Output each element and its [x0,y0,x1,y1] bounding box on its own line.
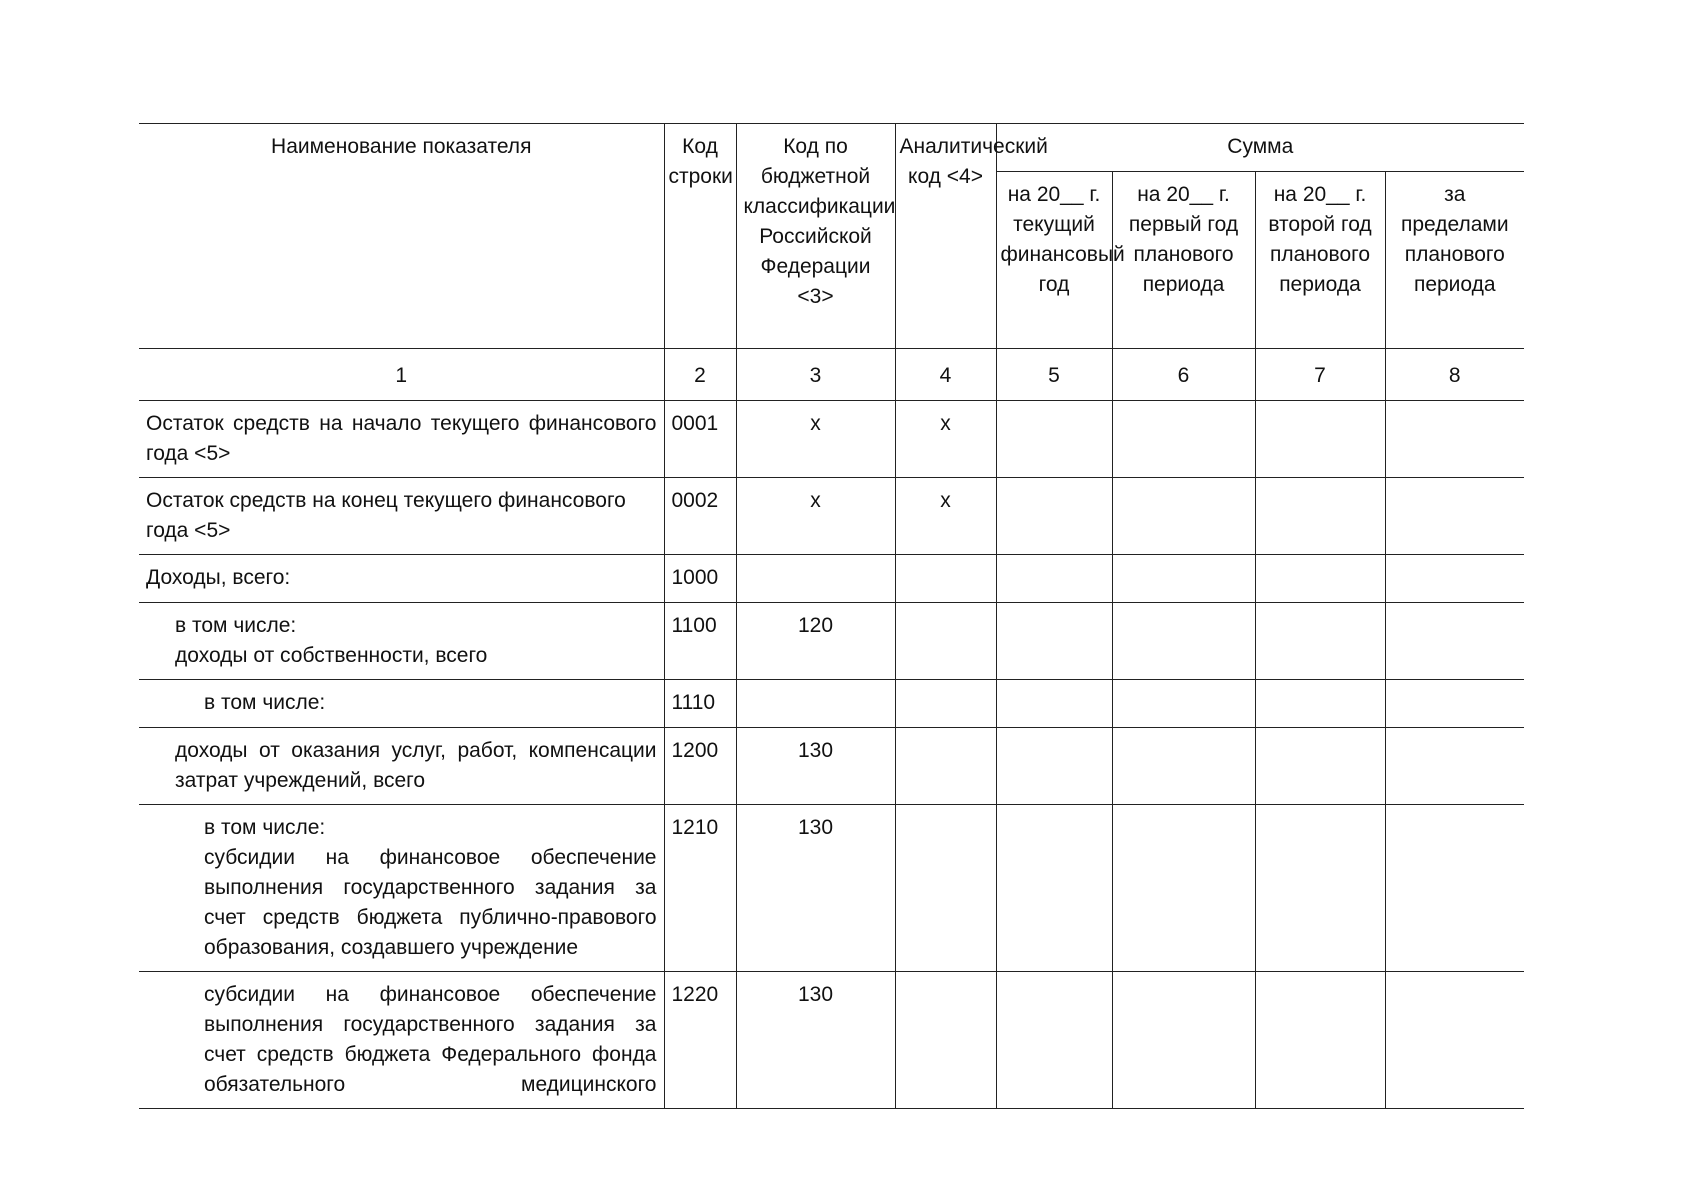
sum-cell [996,401,1112,478]
row-bk-code: 120 [736,603,895,680]
sum-cell [1255,603,1385,680]
sum-cell [1255,555,1385,603]
row-name: Остаток средств на конец текущего финансового года <5> [139,478,664,555]
column-numbers-row [139,349,1524,401]
row-code: 1200 [664,728,736,805]
row-analytic-code [895,728,996,805]
sum-cell [1385,478,1524,555]
sum-cell [1385,805,1524,972]
column-number: 4 [895,349,996,401]
column-number: 8 [1385,349,1524,401]
sum-cell [996,728,1112,805]
header-bk-code: Код по бюджетной классификации Российской Федерации <3> [736,124,895,349]
sum-cell [1112,478,1255,555]
sum-cell [1112,972,1255,1109]
row-code: 0001 [664,401,736,478]
row-bk-code: 130 [736,972,895,1109]
table-row [139,603,1524,680]
table-row [139,805,1524,972]
row-bk-code [736,680,895,728]
row-bk-code: x [736,401,895,478]
header-analytic-code: Аналитический код <4> [895,124,996,349]
header-code-line: Код строки [664,124,736,349]
row-name: Доходы, всего: [139,555,664,603]
sum-cell [1255,728,1385,805]
row-analytic-code: x [895,478,996,555]
table-row [139,478,1524,555]
row-bk-code: 130 [736,805,895,972]
row-code: 1110 [664,680,736,728]
row-analytic-code [895,680,996,728]
row-name-line: доходы от собственности, всего [175,644,488,667]
table-row [139,555,1524,603]
row-code: 0002 [664,478,736,555]
header-sum-current-year: на 20__ г. текущий финансовый год [996,172,1112,349]
row-code: 1220 [664,972,736,1109]
row-analytic-code [895,603,996,680]
column-number: 2 [664,349,736,401]
row-analytic-code [895,972,996,1109]
column-number: 1 [139,349,664,401]
header-row [139,124,1524,172]
row-name: Остаток средств на начало текущего финансового года <5> [139,401,664,478]
sum-cell [1385,603,1524,680]
sum-cell [1112,728,1255,805]
column-number: 5 [996,349,1112,401]
row-bk-code: x [736,478,895,555]
sum-cell [1385,680,1524,728]
sum-cell [1255,401,1385,478]
row-code: 1000 [664,555,736,603]
row-name-line: в том числе: [204,816,326,839]
header-sum-first-plan-year: на 20__ г. первый год планового периода [1112,172,1255,349]
header-name: Наименование показателя [139,124,664,349]
row-name [139,603,664,680]
sum-cell [1112,555,1255,603]
sum-cell [1112,603,1255,680]
header-sum: Сумма [996,124,1524,172]
row-analytic-code [895,805,996,972]
row-analytic-code [895,555,996,603]
sum-cell [996,555,1112,603]
sum-cell [996,603,1112,680]
row-bk-code: 130 [736,728,895,805]
column-number: 6 [1112,349,1255,401]
row-bk-code [736,555,895,603]
column-number: 3 [736,349,895,401]
table-row [139,680,1524,728]
row-code: 1100 [664,603,736,680]
table-row [139,728,1524,805]
row-code: 1210 [664,805,736,972]
header-sum-second-plan-year: на 20__ г. второй год планового периода [1255,172,1385,349]
sum-cell [1385,401,1524,478]
header-sum-beyond-plan: за пределами планового периода [1385,172,1524,349]
financial-plan-table [139,123,1524,1109]
row-name: субсидии на финансовое обеспечение выполнения государственного задания за счет средств бюджета Федерального фонда обязательного медицинского [139,972,664,1109]
table-row [139,972,1524,1109]
sum-cell [1255,805,1385,972]
row-name [139,805,664,972]
sum-cell [1112,401,1255,478]
table-row [139,401,1524,478]
row-name: доходы от оказания услуг, работ, компенсации затрат учреждений, всего [139,728,664,805]
sum-cell [1255,478,1385,555]
sum-cell [996,478,1112,555]
sum-cell [1255,680,1385,728]
sum-cell [996,680,1112,728]
sum-cell [1385,728,1524,805]
row-name-line: в том числе: [175,614,297,637]
sum-cell [1112,680,1255,728]
row-name-line: субсидии на финансовое обеспечение выполнения государственного задания за счет средств бюджета публично-правового образования, создавшего учреждение [204,846,657,959]
row-analytic-code: x [895,401,996,478]
sum-cell [1112,805,1255,972]
sum-cell [996,972,1112,1109]
sum-cell [1255,972,1385,1109]
column-number: 7 [1255,349,1385,401]
sum-cell [996,805,1112,972]
sum-cell [1385,555,1524,603]
sum-cell [1385,972,1524,1109]
row-name: в том числе: [139,680,664,728]
